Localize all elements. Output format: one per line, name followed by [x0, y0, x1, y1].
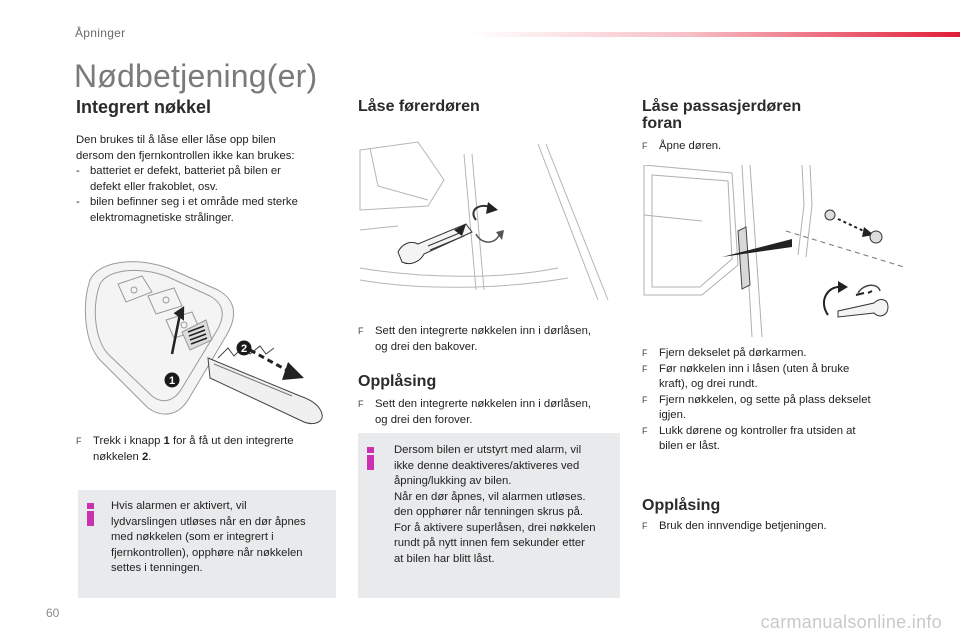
bullet-icon: F	[642, 521, 648, 531]
list-item-text: defekt eller frakoblet, osv.	[90, 180, 218, 193]
step-unlock-passenger	[642, 519, 904, 535]
bullet-icon: F	[642, 363, 648, 374]
list-item-text: elektromagnetiske strålinger.	[90, 211, 234, 224]
heading-integrated-key: Integrert nøkkel	[76, 97, 212, 117]
info-text	[111, 499, 333, 577]
step-unlock-driver	[358, 397, 620, 428]
info-line: åpning/lukking av bilen.	[394, 475, 512, 487]
step-text: Sett den integrerte nøkkelen inn i dørlåsen,	[375, 398, 592, 410]
step-text: igjen.	[659, 409, 687, 421]
list-item	[76, 164, 336, 180]
info-icon	[367, 447, 375, 470]
bullet-icon: F	[358, 399, 364, 409]
passenger-door-illustration	[642, 165, 904, 337]
info-icon	[87, 503, 95, 526]
heading-line: Låse passasjerdøren	[642, 98, 802, 115]
heading-lock-passenger-door	[642, 98, 801, 132]
step-text: nøkkelen	[93, 450, 142, 463]
step-text: Fjern nøkkelen, og sette på plass dekselet	[659, 393, 871, 406]
bullet-icon: F	[642, 425, 648, 436]
bullet-icon: F	[642, 394, 648, 405]
step-text: kraft), og drei rundt.	[659, 378, 758, 390]
dash-marker: -	[76, 196, 80, 208]
step-text-bold: 2	[141, 450, 149, 463]
bullet-icon: F	[358, 326, 364, 336]
step-item	[642, 393, 904, 409]
heading-line: foran	[642, 115, 682, 132]
watermark: carmanualsonline.info	[760, 612, 942, 632]
dash-marker: -	[76, 165, 80, 177]
step-text: og drei den forover.	[375, 413, 473, 426]
step-text: Sett den integrerte nøkkelen inn i dørlåsen,	[375, 325, 592, 337]
callout-2-label: 2	[240, 343, 248, 355]
step-text: Åpne døren.	[659, 140, 722, 152]
step-text: Bruk den innvendige betjeningen.	[659, 520, 827, 532]
page-title: Nødbetjening(er)	[74, 58, 318, 94]
step-lock-driver	[358, 324, 620, 355]
bullet-icon: F	[642, 141, 648, 151]
key-fob-illustration	[78, 250, 333, 430]
driver-door-illustration	[358, 140, 620, 305]
section-label: Åpninger	[75, 26, 126, 40]
step-open-door	[642, 139, 882, 155]
info-line: Dersom bilen er utstyrt med alarm, vil	[394, 444, 582, 456]
info-line: med nøkkelen (som er integrert i	[111, 531, 274, 543]
info-line: Hvis alarmen er aktivert, vil	[111, 500, 247, 512]
heading-unlocking-passenger: Opplåsing	[642, 497, 721, 514]
info-line: rundt på nytt innen fem sekunder etter	[394, 537, 585, 549]
intro-line: Den brukes til å låse eller låse opp bilen	[76, 134, 276, 146]
intro-line: dersom den fjernkontrollen ikke kan brukes:	[76, 149, 295, 162]
step-text: Fjern dekselet på dørkarmen.	[659, 347, 807, 359]
step-item	[642, 362, 904, 378]
info-text	[394, 443, 618, 567]
info-line: Når en dør åpnes, vil alarmen utløses.	[394, 490, 586, 503]
step-item	[642, 424, 904, 440]
list-item-text: batteriet er defekt, batteriet på bilen er	[90, 165, 281, 177]
list-item	[76, 195, 336, 211]
bullet-icon: F	[642, 348, 648, 358]
list-item-text: bilen befinner seg i et område med sterke	[90, 196, 298, 208]
bullet-icon: F	[76, 436, 82, 446]
info-line: For å aktivere superlåsen, drei nøkkelen	[394, 521, 596, 534]
step-pull-button	[76, 434, 338, 465]
heading-unlocking: Opplåsing	[358, 373, 437, 390]
step-text-bold: 1	[163, 435, 170, 447]
step-text: bilen er låst.	[659, 440, 720, 452]
step-text: Trekk i knapp	[93, 435, 164, 447]
info-line: den opphører når tenningen skrus på.	[394, 506, 584, 518]
info-line: fjernkontrollen), opphøre når nøkkelen	[111, 546, 303, 559]
info-line: at bilen har blitt låst.	[394, 552, 495, 565]
step-text: Lukk dørene og kontroller fra utsiden at	[659, 424, 856, 437]
info-line: lydvarslingen utløses når en dør åpnes	[111, 515, 306, 528]
intro-text	[76, 133, 336, 226]
step-item	[642, 346, 904, 362]
step-text: for å få ut den integrerte	[169, 435, 294, 447]
page-number: 60	[46, 606, 60, 620]
info-line: ikke denne deaktiveres/aktiveres ved	[394, 459, 580, 472]
step-text: .	[148, 450, 152, 463]
step-text: og drei den bakover.	[375, 340, 478, 353]
step-text: Før nøkkelen inn i låsen (uten å bruke	[659, 362, 850, 375]
header-accent-bar	[470, 32, 960, 37]
heading-lock-driver-door: Låse førerdøren	[358, 98, 480, 115]
steps-passenger-lock	[642, 346, 904, 455]
info-line: settes i tenningen.	[111, 562, 203, 574]
callout-1-label: 1	[168, 375, 176, 387]
